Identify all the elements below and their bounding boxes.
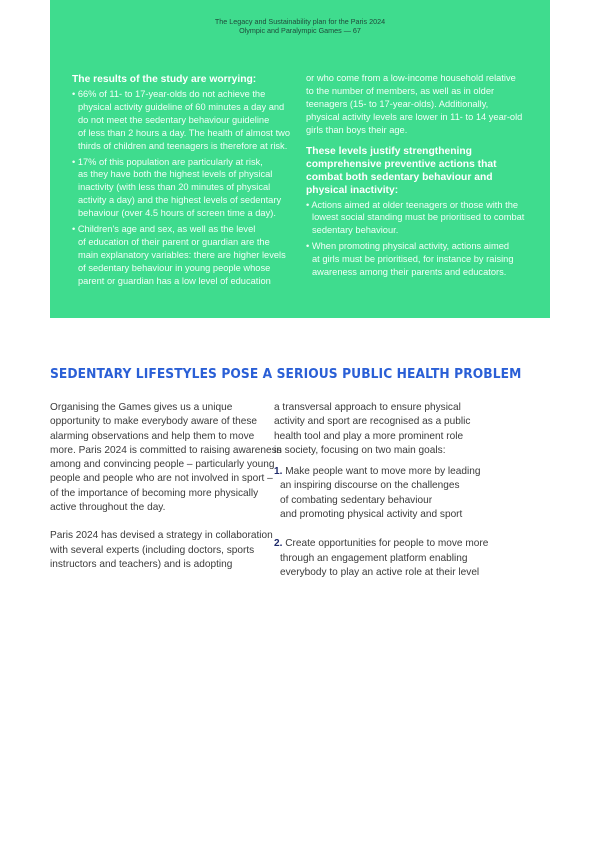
box-left-bullet-line: thirds of children and teenagers is therefore at risk. <box>78 140 288 151</box>
goal-text-line <box>274 537 488 551</box>
box-left-heading: The results of the study are worrying: <box>72 74 257 85</box>
box-left-bullet-line: • 66% of 11- to 17-year-olds do not achieve the <box>72 89 266 99</box>
goal-number: 1. <box>274 466 283 478</box>
body-text-line: activity and sport are recognised as a public <box>274 416 471 428</box>
box-left-bullet <box>72 88 297 153</box>
box-left-bullet-line: parent or guardian has a low level of education <box>78 275 271 286</box>
box-left-column <box>72 73 297 291</box>
box-right-bullet-line: sedentary behaviour. <box>312 225 399 236</box>
box-left-bullet-line: behaviour (over 4.5 hours of screen time a day). <box>78 208 276 219</box>
goal-text: Create opportunities for people to move more <box>285 538 489 550</box>
box-left-bullet-line: physical activity guideline of 60 minutes a day and <box>78 101 285 112</box>
section-title: SEDENTARY LIFESTYLES POSE A SERIOUS PUBLIC HEALTH PROBLEM <box>50 367 522 382</box>
box-right-bullet <box>306 240 546 279</box>
body-text-line: in society, focusing on two main goals: <box>274 444 446 456</box>
box-right-heading-line: These levels justify strengthening <box>306 145 472 157</box>
body-text-line: people and people who are not involved in sport – <box>50 473 273 485</box>
body-text-line: alarming observations and help them to move <box>50 430 255 442</box>
box-right-bullet-line: • Actions aimed at older teenagers or those with the <box>306 199 519 210</box>
goal-number: 2. <box>274 538 283 550</box>
box-left-bullet-line: as they have both the highest levels of physical <box>78 169 273 180</box>
box-left-bullet-line: main explanatory variables: there are higher levels <box>78 249 286 260</box>
body-text-line: among and convincing people – particularly young <box>50 459 275 471</box>
goal-text-line: and promoting physical activity and sport <box>280 509 463 521</box>
header-line-2: Olympic and Paralympic Games — 67 <box>239 26 361 35</box>
box-left-bullet-line: • Children's age and sex, as well as the level <box>72 224 256 235</box>
box-left-bullet-line: of less than 2 hours a day. The health of almost two <box>78 127 291 138</box>
goal-text-line: of combating sedentary behaviour <box>280 494 433 506</box>
box-right-bullet-line: • When promoting physical activity, actions aimed <box>306 241 510 252</box>
goal-item <box>274 537 488 580</box>
box-right-bullet <box>306 199 546 238</box>
header-line-1: The Legacy and Sustainability plan for the Paris 2024 <box>214 17 386 26</box>
box-right-heading-line: comprehensive preventive actions that <box>306 158 497 170</box>
box-right-column <box>306 72 546 282</box>
box-left-bullet-line: • 17% of this population are particularly at risk, <box>72 156 263 167</box>
box-right-text-line: or who come from a low-income household relative <box>306 73 516 83</box>
body-text-line: of the importance of becoming more physically <box>50 487 259 499</box>
box-left-bullet-line: inactivity (with less than 20 minutes of physical <box>78 182 271 193</box>
box-left-bullet-line: of education of their parent or guardian are the <box>78 236 270 247</box>
goal-item <box>274 465 488 522</box>
body-text-line: active throughout the day. <box>50 502 166 514</box>
goal-text-line <box>274 465 488 479</box>
box-right-bullet-line: lowest social standing must be prioritised to combat <box>312 212 525 223</box>
box-right-heading-line: combat both sedentary behaviour and <box>306 171 493 183</box>
box-right-text-line: to the number of members, as well as in older <box>306 85 495 96</box>
goal-text-line: everybody to play an active role at their level <box>280 566 480 578</box>
box-right-text-line: teenagers (15- to 17-year-olds). Additionally, <box>306 98 489 109</box>
body-text-line: more. Paris 2024 is committed to raising awareness <box>50 444 282 456</box>
goal-text-line: an inspiring discourse on the challenges <box>280 480 460 492</box>
body-text-line: instructors and teachers) and is adopting <box>50 558 233 570</box>
box-right-text-line: girls than boys their age. <box>306 124 408 135</box>
body-text-line: with several experts (including doctors, sports <box>50 544 255 556</box>
body-text-line: opportunity to make everybody aware of these <box>50 416 258 428</box>
body-text-line: Paris 2024 has devised a strategy in collaboration <box>50 530 273 542</box>
box-left-bullet-line: activity a day) and the highest levels of sedentary <box>78 195 282 206</box>
body-text-line: a transversal approach to ensure physical <box>274 402 461 413</box>
box-left-bullet-line: do not meet the sedentary behaviour guideline <box>78 114 270 125</box>
body-text-line: health tool and play a more prominent role <box>274 430 464 442</box>
box-left-bullet-line: of sedentary behaviour in young people whose <box>78 262 271 273</box>
box-right-bullet-line: at girls must be prioritised, for instance by raising <box>312 254 514 265</box>
body-text-line: Organising the Games gives us a unique <box>50 402 233 413</box>
goal-text: Make people want to move more by leading <box>285 466 481 478</box>
body-right-column <box>274 401 488 580</box>
page-header <box>0 17 600 35</box>
box-right-bullet-line: awareness among their parents and educators. <box>312 267 507 278</box>
body-left-column <box>50 401 282 572</box>
box-left-bullet <box>72 156 297 221</box>
box-right-heading-line: physical inactivity: <box>306 184 399 196</box>
box-left-bullet <box>72 223 297 288</box>
box-right-text-line: physical activity levels are lower in 11- to 14 year-old <box>306 111 523 122</box>
goal-text-line: through an engagement platform enabling <box>280 552 468 564</box>
